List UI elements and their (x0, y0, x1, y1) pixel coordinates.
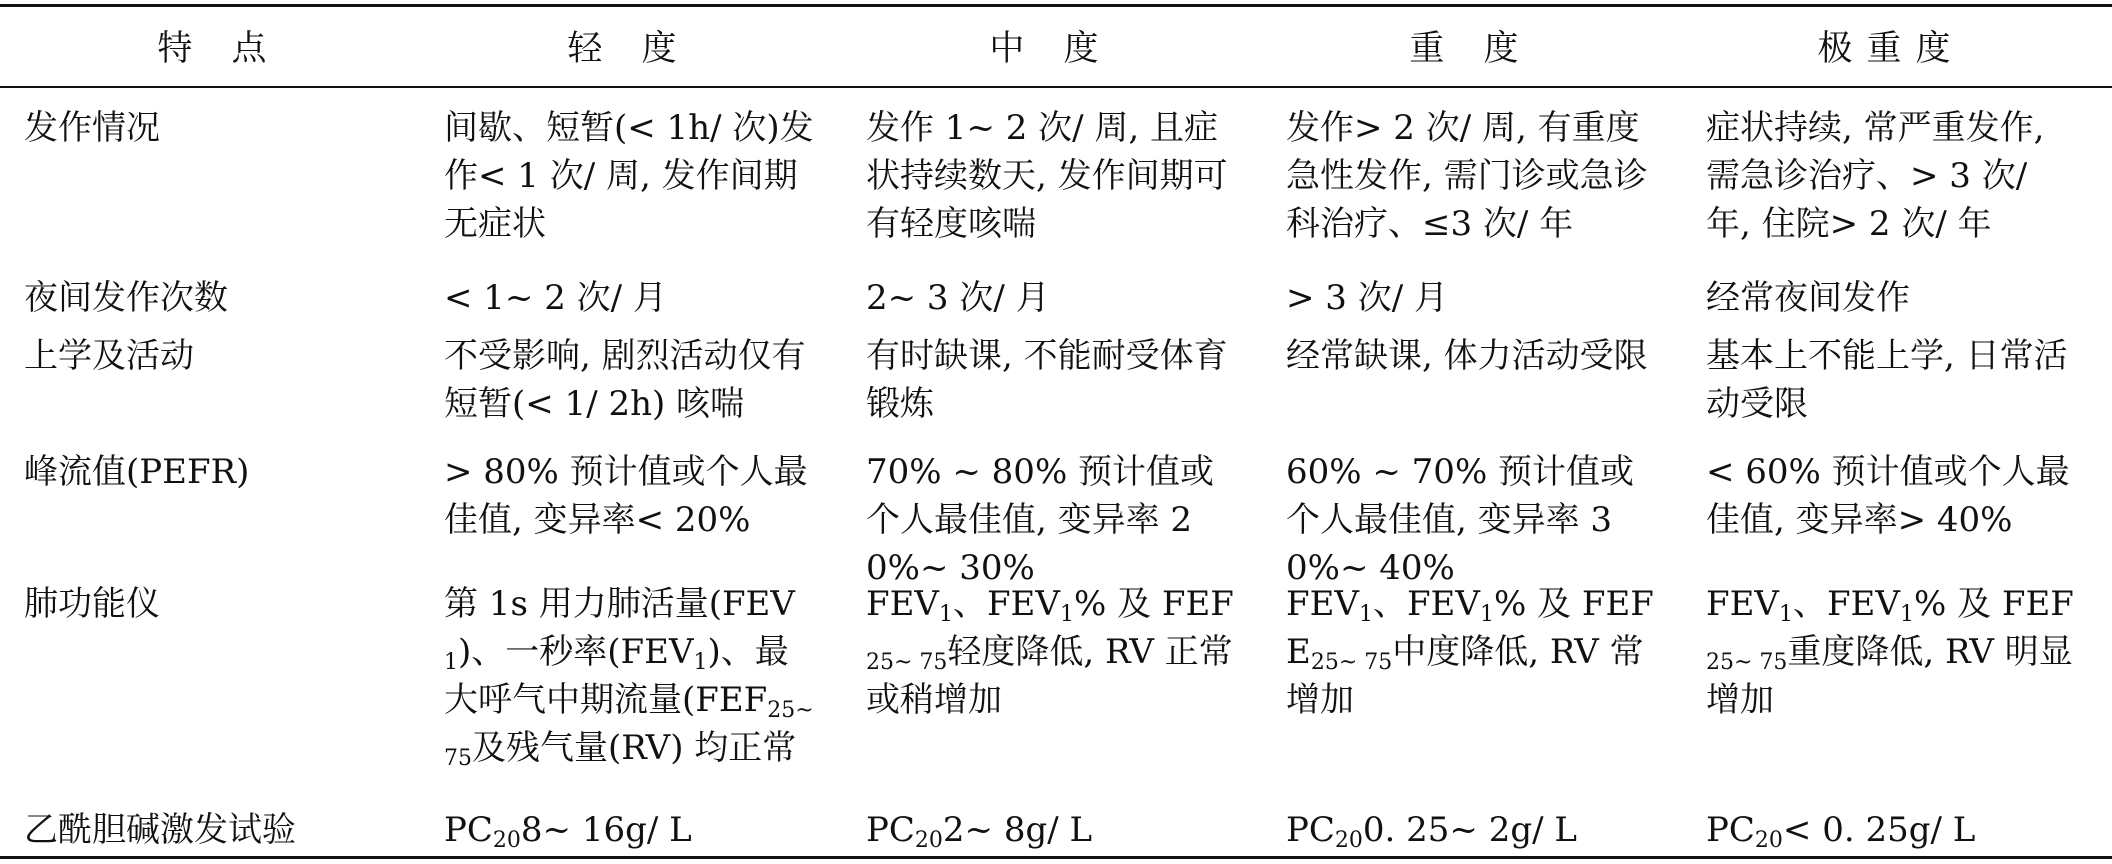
row-pefr-severe: 60% ~ 70% 预计值或个人最佳值, 变异率 30%~ 40% (1286, 452, 1635, 588)
row-night-feature: 夜间发作次数 (24, 278, 228, 318)
row-attack-mild: 间歇、短暂(< 1h/ 次)发作< 1 次/ 周, 发作间期无症状 (444, 108, 814, 244)
row-lung-mild: 第 1s 用力肺活量$(FEV_1)$、一秒率$(FEV_1)$、最大呼气中期流量($FEF_{25\sim 75}$及残气量(RV) 均正常 (444, 584, 814, 771)
row-ach-moderate: $PC_{20}2\sim$ 8g/ L (866, 810, 1093, 853)
row-attack-severe: 发作> 2 次/ 周, 有重度急性发作, 需门诊或急诊科治疗、≤3 次/ 年 (1286, 108, 1648, 244)
header-feature: 特 点 (157, 29, 281, 69)
table-bottom-rule (0, 856, 2112, 859)
row-ach-severe: $PC_{20}0$. 25~ 2g/ L (1286, 810, 1577, 853)
row-night-severe: > 3 次/ 月 (1286, 278, 1448, 318)
row-lung-moderate: $FEV_1$、$FEV_1\%$ 及 $FEF_{25\sim 75}$轻度降低, RV 正常或稍增加 (866, 584, 1234, 720)
row-activity-feature: 上学及活动 (24, 336, 194, 376)
row-night-moderate: 2~ 3 次/ 月 (866, 278, 1050, 318)
row-activity-severe: 经常缺课, 体力活动受限 (1286, 336, 1648, 376)
header-severe: 重 度 (1409, 29, 1533, 69)
row-pefr-very-severe: < 60% 预计值或个人最佳值, 变异率> 40% (1706, 452, 2070, 540)
row-activity-mild: 不受影响, 剧烈活动仅有短暂(< 1/ 2h) 咳喘 (444, 336, 806, 424)
table-header-rule (0, 86, 2112, 88)
row-lung-very-severe: $FEV_1$、$FEV_1\%$ 及 $FEF_{25\sim 75}$重度降低, RV 明显增加 (1706, 584, 2074, 720)
row-lung-feature: 肺功能仪 (24, 584, 160, 624)
row-lung-severe: $FEV_1$、$FEV_1\%$ 及 $FEFE_{25\sim 75}$中度降低, RV 常增加 (1286, 584, 1654, 720)
header-very-severe: 极重度 (1817, 29, 1965, 69)
header-mild: 轻 度 (567, 29, 691, 69)
row-attack-feature: 发作情况 (24, 108, 160, 148)
row-night-very-severe: 经常夜间发作 (1706, 278, 1910, 318)
row-pefr-moderate: 70% ~ 80% 预计值或个人最佳值, 变异率 20%~ 30% (866, 452, 1215, 588)
row-ach-very-severe: $PC_{20}< 0$. 25g/ L (1706, 810, 1976, 853)
row-ach-mild: $PC_{20}8\sim$ 16g/ L (444, 810, 692, 853)
table-top-rule (0, 4, 2112, 7)
row-pefr-feature: 峰流值(PEFR) (24, 452, 250, 492)
row-night-mild: < 1~ 2 次/ 月 (444, 278, 667, 318)
row-attack-moderate: 发作 1~ 2 次/ 周, 且症状持续数天, 发作间期可有轻度咳喘 (866, 108, 1228, 244)
row-ach-feature: 乙酰胆碱激发试验 (24, 810, 296, 850)
row-pefr-mild: > 80% 预计值或个人最佳值, 变异率< 20% (444, 452, 808, 540)
row-attack-very-severe: 症状持续, 常严重发作, 需急诊治疗、> 3 次/ 年, 住院> 2 次/ 年 (1706, 108, 2045, 244)
header-moderate: 中 度 (989, 29, 1113, 69)
row-activity-moderate: 有时缺课, 不能耐受体育锻炼 (866, 336, 1228, 424)
row-activity-very-severe: 基本上不能上学, 日常活动受限 (1706, 336, 2068, 424)
